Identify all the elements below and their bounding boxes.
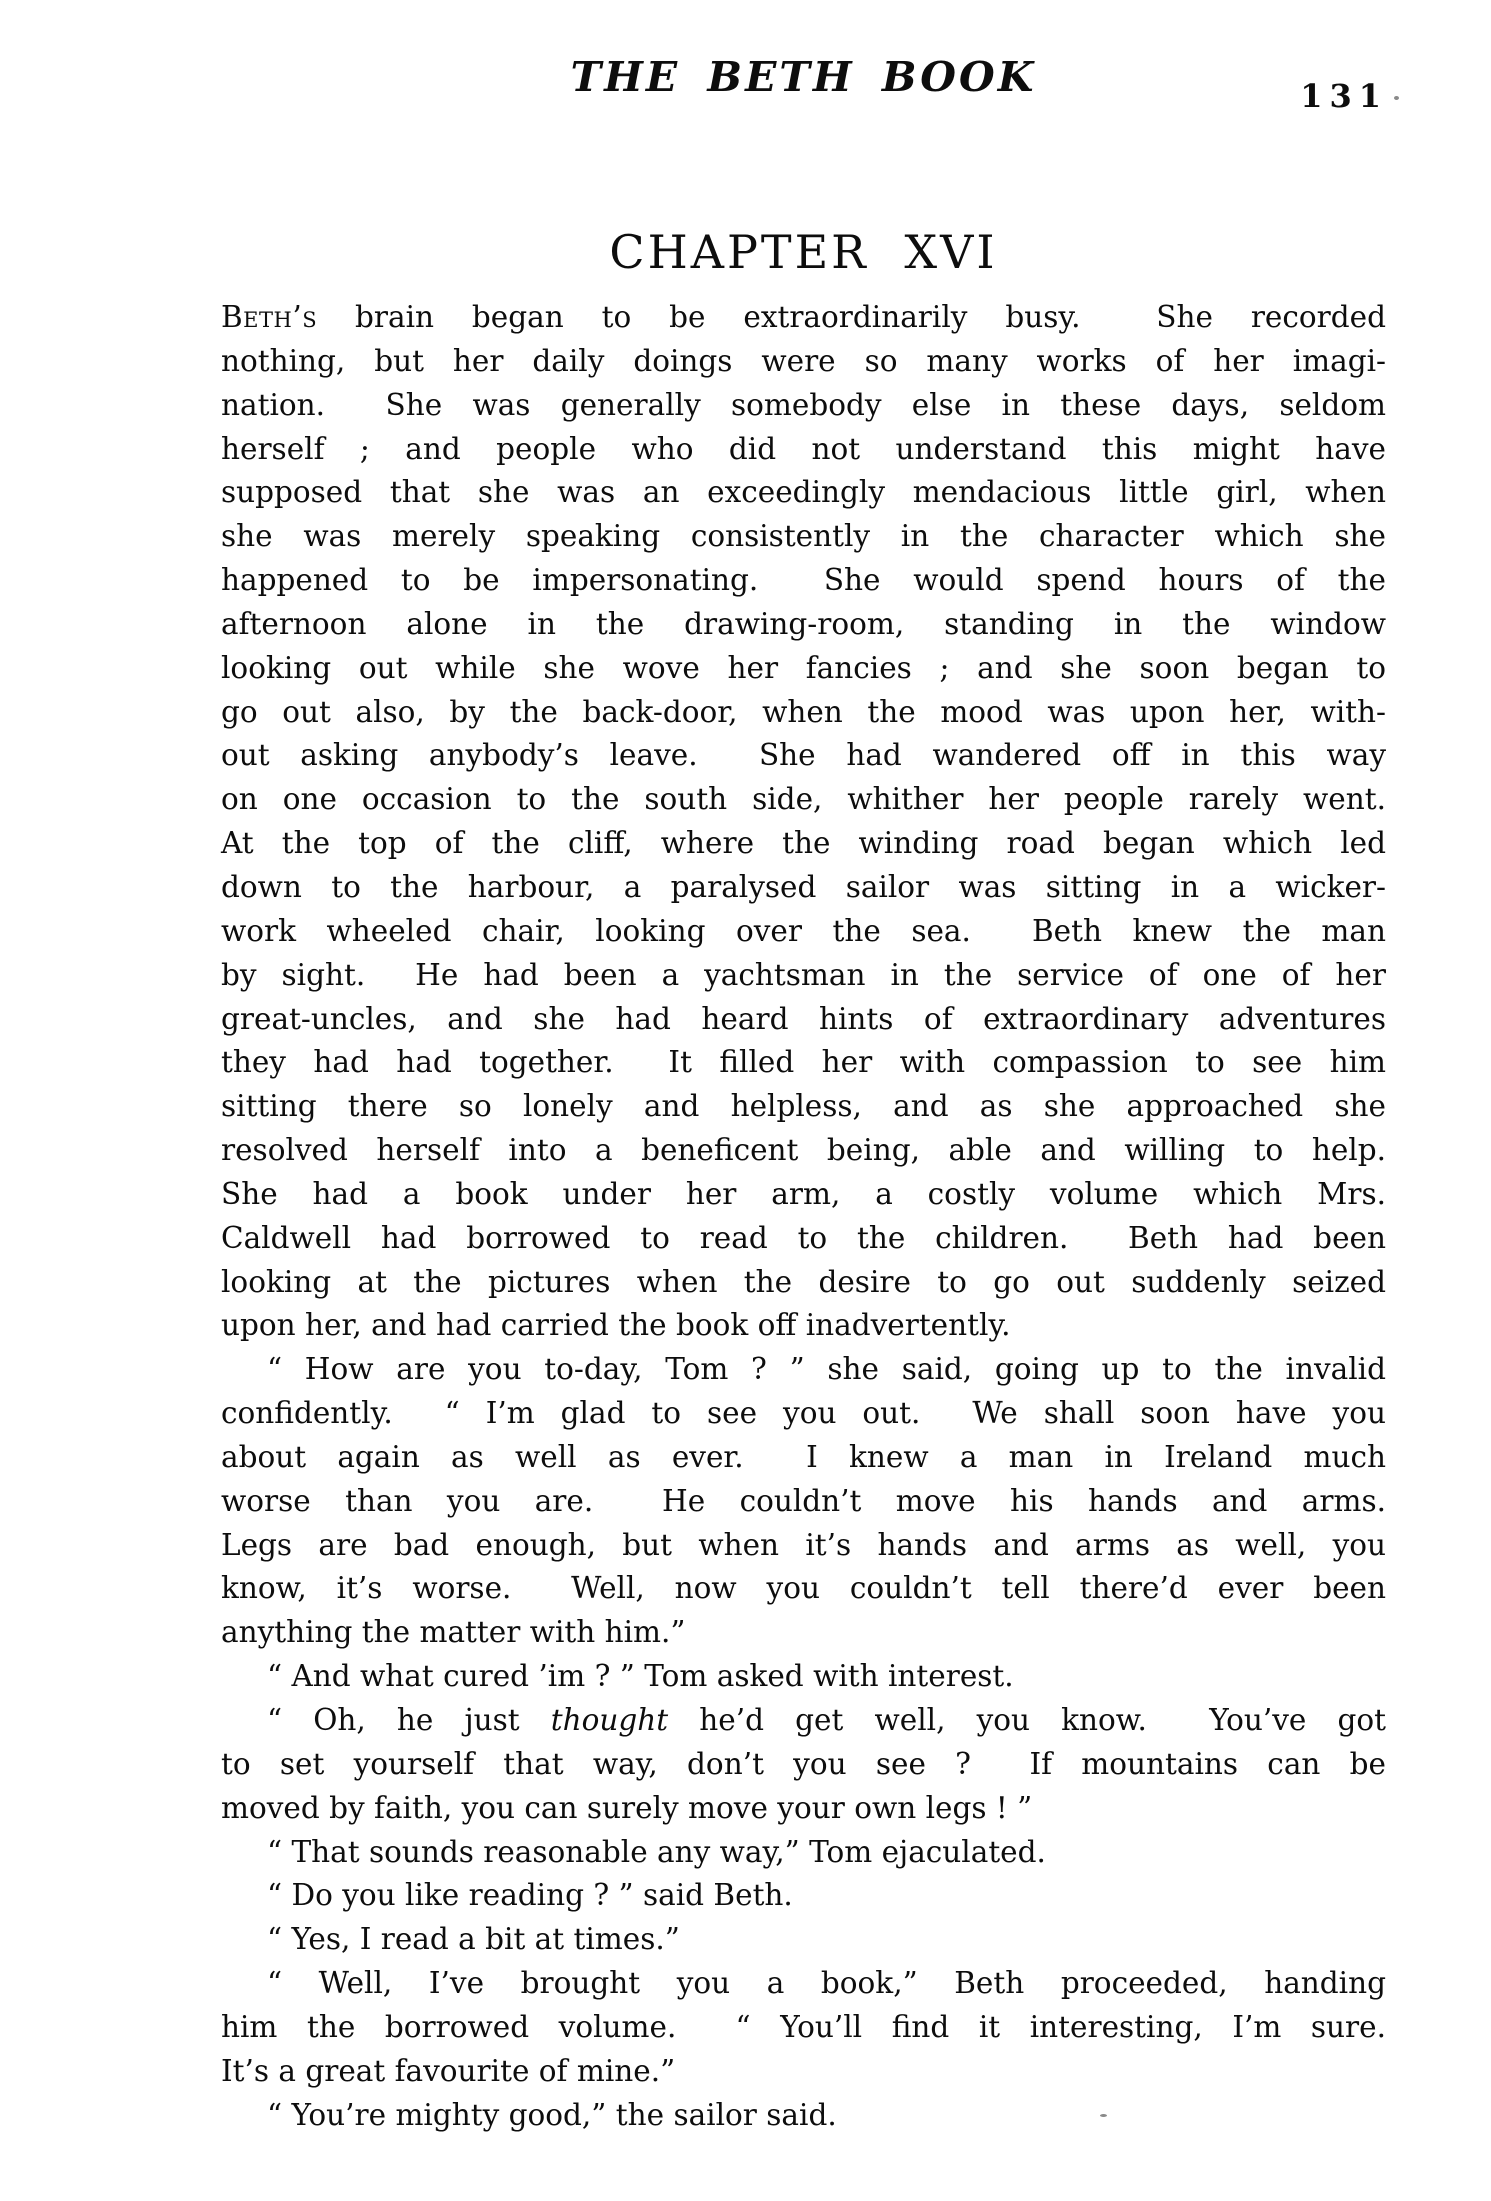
text-line [221,954,1386,998]
text-segment: know, it’s worse. Well, now you couldn’t tell there’d ever been [221,1571,1386,1606]
paragraph [221,2094,1386,2138]
scan-artifact [1394,96,1399,100]
text-segment: Legs are bad enough, but when it’s hands and arms as well, you [221,1527,1386,1562]
text-line [221,1436,1386,1480]
text-line [221,1962,1386,2006]
text-line [221,910,1386,954]
text-segment: “ Yes, I read a bit at times.” [267,1922,680,1957]
text-block [221,296,1386,2137]
text-line [221,1085,1386,1129]
chapter-heading: CHAPTER XVI [609,225,998,279]
text-segment: looking at the pictures when the desire to go out suddenly seized [221,1264,1386,1299]
text-line [221,866,1386,910]
text-line [221,734,1386,778]
text-segment: go out also, by the back-door, when the mood was upon her, with- [221,694,1386,729]
text-segment: “ Well, I’ve brought you a book,” Beth proceeded, handing [267,1966,1386,2001]
text-segment: he’d get well, you know. You’ve got [668,1703,1386,1737]
text-line [221,2094,1386,2138]
text-segment: “ That sounds reasonable any way,” Tom ejaculated. [267,1834,1046,1869]
text-line [221,647,1386,691]
text-line [221,778,1386,822]
paragraph [221,296,1386,1348]
text-line [221,2050,1386,2094]
text-segment: She had a book under her arm, a costly volume which Mrs. [221,1176,1386,1211]
text-segment: At the top of the cliff, where the winding road began which led [221,826,1386,861]
text-segment: worse than you are. He couldn’t move his hands and arms. [221,1483,1386,1518]
text-segment: Caldwell had borrowed to read to the children. Beth had been [221,1220,1386,1255]
text-segment: on one occasion to the south side, whither her people rarely went. [221,782,1386,817]
text-segment: It’s a great favourite of mine.” [221,2053,676,2088]
text-segment: afternoon alone in the drawing-room, standing in the window [221,606,1386,641]
paragraph [221,1874,1386,1918]
text-line [221,340,1386,384]
text-line [221,1699,1386,1743]
paragraph [221,1348,1386,1655]
text-line [221,1129,1386,1173]
page-number: 131 [1300,77,1388,115]
text-line [221,1743,1386,1787]
text-line [221,471,1386,515]
text-segment: looking out while she wove her fancies ; and she soon began to [221,650,1386,685]
text-segment: resolved herself into a beneficent being, able and willing to help. [221,1133,1386,1168]
text-line [221,1567,1386,1611]
text-segment: confidently. “ I’m glad to see you out. We shall soon have you [221,1396,1386,1431]
paragraph [221,1655,1386,1699]
text-segment: “ You’re mighty good,” the sailor said. [267,2097,837,2132]
text-line [221,1304,1386,1348]
text-line [221,1655,1386,1699]
text-line [221,1918,1386,1962]
scan-artifact [1100,2114,1107,2117]
text-segment: nation. She was generally somebody else in these days, seldom [221,387,1386,422]
text-segment: supposed that she was an exceedingly mendacious little girl, when [221,475,1386,510]
text-line [221,822,1386,866]
text-segment: moved by faith, you can surely move your own legs ! ” [221,1790,1033,1825]
text-line [221,1524,1386,1568]
text-segment: about again as well as ever. I knew a man in Ireland much [221,1439,1386,1474]
text-segment: upon her, and had carried the book off inadvertently. [221,1308,1011,1343]
text-line [221,998,1386,1042]
text-line [221,1261,1386,1305]
text-segment: she was merely speaking consistently in the character which she [221,519,1386,554]
paragraph [221,1962,1386,2094]
text-segment: anything the matter with him.” [221,1615,686,1650]
text-line [221,603,1386,647]
text-line [221,384,1386,428]
text-segment: him the borrowed volume. “ You’ll find it interesting, I’m sure. [221,2009,1386,2044]
text-line [221,1392,1386,1436]
text-segment: nothing, but her daily doings were so many works of her imagi- [221,343,1386,378]
text-segment: herself ; and people who did not understand this might have [221,431,1386,466]
text-line [221,1831,1386,1875]
text-line [221,1173,1386,1217]
text-line [221,1874,1386,1918]
text-segment: down to the harbour, a paralysed sailor was sitting in a wicker- [221,869,1386,904]
text-line [221,296,1386,340]
text-line [221,1787,1386,1831]
text-segment: happened to be impersonating. She would spend hours of the [221,563,1386,598]
text-segment: great-uncles, and she had heard hints of extraordinary adventures [221,1001,1386,1036]
text-segment: they had had together. It filled her with compassion to see him [221,1045,1386,1080]
text-line [221,1348,1386,1392]
text-segment: “ Do you like reading ? ” said Beth. [267,1878,793,1913]
text-line [221,559,1386,603]
paragraph [221,1831,1386,1875]
text-line [221,1480,1386,1524]
text-segment: by sight. He had been a yachtsman in the service of one of her [221,957,1386,992]
small-caps-text: Beth’s [221,300,318,334]
text-segment: out asking anybody’s leave. She had wandered off in this way [221,738,1386,773]
text-line [221,1041,1386,1085]
text-segment: to set yourself that way, don’t you see ? If mountains can be [221,1746,1386,1781]
text-segment: sitting there so lonely and helpless, and as she approached she [221,1089,1386,1124]
text-segment: “ And what cured ’im ? ” Tom asked with interest. [267,1659,1014,1694]
text-line [221,515,1386,559]
paragraph [221,1918,1386,1962]
text-line [221,1611,1386,1655]
text-line [221,2006,1386,2050]
running-title: THE BETH BOOK [570,53,1037,101]
text-segment: brain began to be extraordinarily busy. She recorded [317,300,1386,334]
paragraph [221,1699,1386,1831]
text-line [221,428,1386,472]
text-line [221,691,1386,735]
text-line [221,1217,1386,1261]
text-segment: work wheeled chair, looking over the sea. Beth knew the man [221,913,1386,948]
text-segment: “ Oh, he just [267,1703,551,1737]
italic-text: thought [550,1703,669,1737]
text-segment: “ How are you to-day, Tom ? ” she said, going up to the invalid [267,1352,1386,1387]
